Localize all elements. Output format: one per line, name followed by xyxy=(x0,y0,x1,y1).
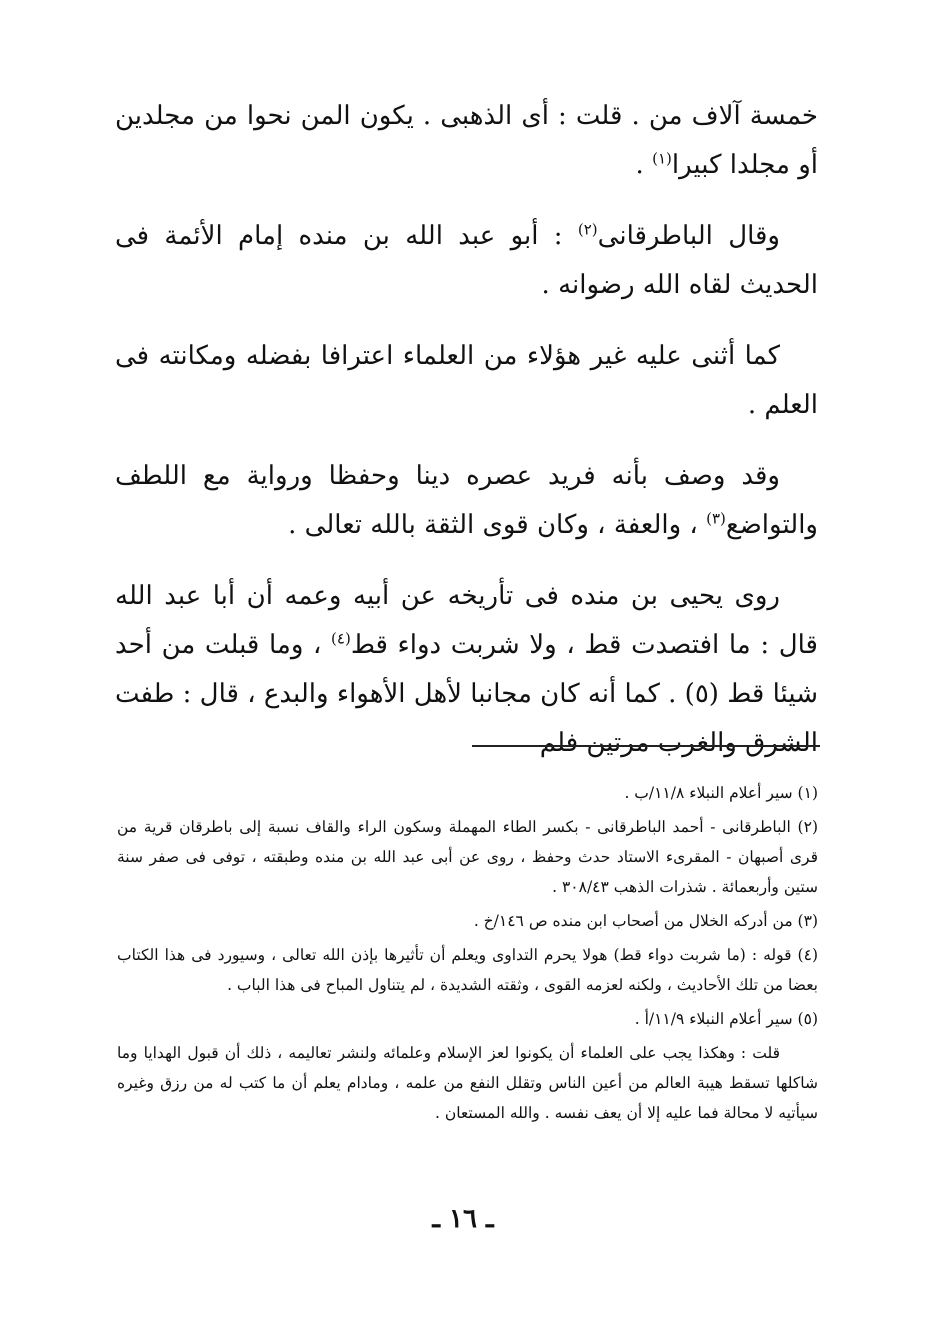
footnote-5: (٥) سير أعلام النبلاء ١١/٩/أ . xyxy=(634,1010,818,1028)
paragraph-4: وقد وصف بأنه فريد عصره دينا وحفظا ورواية مع اللطف والتواضع$^{(٣)}$ ، والعفة ، وكان قوى الثقة بالله تعالى . xyxy=(115,461,818,540)
footnote-ref-2[interactable]: (٢) xyxy=(577,220,598,239)
footnote-ref-1[interactable]: (١) xyxy=(652,149,672,168)
main-text xyxy=(115,92,818,790)
paragraph-1: خمسة آلاف من . قلت : أى الذهبى . يكون المن نحوا من مجلدين أو مجلدا كبيرا$^{(١)}$ . xyxy=(115,101,818,180)
footnote-divider xyxy=(472,745,820,747)
footnote-ref-3[interactable]: (٣) xyxy=(706,509,726,528)
footnote-4: (٤) قوله : (ما شربت دواء قط) هولا يحرم التداوى ويعلم أن تأثيرها بإذن الله تعالى ، وسيورد فى هذا الكتاب بعضا من تلك الأحاديث ، ولكنه لعزمه القوى ، وثقته الشديدة ، لم يتناول المباح فى هذا الباب . xyxy=(117,946,818,994)
paragraph-2: وقال الباطرقانى$^{(٢)}$ : أبو عبد الله بن منده إمام الأئمة فى الحديث لقاه الله رضوانه . xyxy=(115,220,818,300)
paragraph-3: كما أثنى عليه غير هؤلاء من العلماء اعترافا بفضله ومكانته فى العلم . xyxy=(115,341,818,420)
footnotes xyxy=(117,778,818,1132)
footnote-2: (٢) الباطرقانى - أحمد الباطرقانى - بكسر الطاء المهملة وسكون الراء والقاف نسبة إلى باطرقان قرية من قرى أصبهان - المقرىء الاستاد حدث وحفظ ، روى عن أبى عبد الله بن منده وطبقته ، توفى فى صفر سنة ستين وأربعمائة . شذرات الذهب ٣٠٨/٤٣ . xyxy=(117,818,818,896)
footnote-3: (٣) من أدركه الخلال من أصحاب ابن منده ص ١٤٦/خ . xyxy=(473,912,818,930)
paragraph-5: روى يحيى بن منده فى تأريخه عن أبيه وعمه أن أبا عبد الله قال : ما افتصدت قط ، ولا شربت دواء قط$^{(٤)}$ ، وما قبلت من أحد شيئا قط (٥) . كما أنه كان مجانبا لأهل الأهواء والبدع ، قال : طفت الشرق والغرب مرتين فلم xyxy=(115,581,818,758)
footnote-1: (١) سير أعلام النبلاء ١١/٨/ب . xyxy=(624,784,818,802)
footnote-comment: قلت : وهكذا يجب على العلماء أن يكونوا لعز الإسلام وعلمائه ولنشر تعاليمه ، ذلك أن قبول الهدايا وما شاكلها تسقط هيبة العالم من أعين الناس وتقلل النفع من علمه ، ومادام يعلم أن ما كتب له من رزق وغيره سيأتيه لا محالة فما عليه إلا أن يعف نفسه . والله المستعان . xyxy=(117,1044,818,1122)
page-number: ـ ١٦ ـ xyxy=(432,1204,494,1234)
footnote-ref-4[interactable]: (٤) xyxy=(331,629,351,648)
